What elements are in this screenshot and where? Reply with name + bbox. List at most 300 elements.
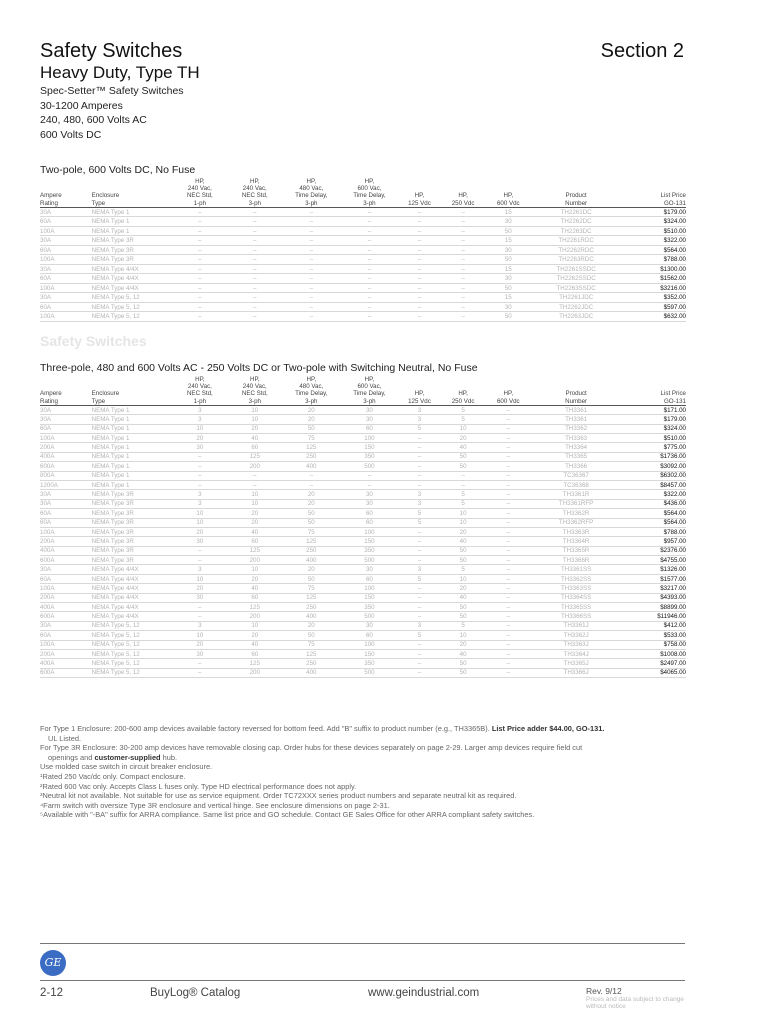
cell-hp125dc: – (417, 613, 422, 621)
table-row (40, 405, 686, 414)
cell-hp240_1: 3 (198, 415, 202, 423)
cell-enclosure: NEMA Type 1 (91, 472, 130, 480)
cell-price: $436.00 (663, 500, 686, 508)
cell-price: $2497.00 (660, 660, 686, 668)
note-text: For Type 1 Enclosure: 200-600 amp devices available factory reversed for bottom feed. Add "B" suffix to product number (e.g., TH3365B). (40, 724, 490, 733)
cell-hp125dc: – (417, 265, 422, 273)
table-row (40, 659, 686, 668)
cell-hp600dc: 50 (504, 313, 512, 321)
cell-hp250dc: 50 (459, 556, 467, 564)
column-header-line: HP, (250, 376, 260, 383)
cell-price: $788.00 (663, 528, 686, 536)
cell-product: TH2262SSDC (556, 275, 596, 283)
cell-enclosure: NEMA Type 4/4X (91, 566, 139, 574)
intro-line: Spec-Setter™ Safety Switches (40, 85, 184, 97)
cell-hp600: 30 (365, 415, 373, 423)
column-header-line: Ampere (40, 390, 62, 398)
cell-enclosure: NEMA Type 3R (91, 547, 134, 555)
cell-price: $3216.00 (660, 284, 686, 292)
intro-line: 30-1200 Amperes (40, 99, 123, 112)
cell-hp600: 30 (365, 491, 373, 499)
cell-hp250dc: 20 (459, 641, 467, 649)
cell-hp480: – (309, 481, 314, 489)
cell-hp600: – (367, 265, 372, 273)
cell-product: TH3362R (562, 509, 590, 517)
cell-enclosure: NEMA Type 3R (91, 556, 134, 564)
cell-enclosure: NEMA Type 3R (91, 246, 134, 254)
cell-rating: 60A (40, 275, 52, 283)
cell-enclosure: NEMA Type 4/4X (91, 613, 139, 621)
cell-hp600dc: – (506, 444, 511, 452)
cell-hp125dc: 5 (417, 519, 422, 527)
cell-hp600dc: – (506, 425, 511, 433)
cell-hp480: 250 (306, 453, 317, 461)
cell-price: $179.00 (663, 415, 686, 423)
note: ²Rated 600 Vac only. Accepts Class L fuses only. Type HD electrical performance does not apply. (40, 781, 357, 791)
table-row (40, 565, 686, 574)
cell-hp240_1: – (198, 208, 202, 216)
cell-product: TH3361 (565, 415, 588, 423)
cell-hp250dc: 10 (459, 631, 467, 639)
cell-hp125dc: – (417, 275, 422, 283)
cell-hp600dc: 15 (504, 208, 512, 216)
cell-hp480: 50 (307, 509, 315, 517)
cell-rating: 600A (40, 462, 55, 470)
cell-rating: 100A (40, 434, 55, 442)
cell-hp125dc: 5 (417, 631, 422, 639)
table-row (40, 546, 686, 555)
cell-hp240_1: – (198, 472, 202, 480)
cell-hp480: 400 (306, 613, 317, 621)
cell-hp250dc: 40 (459, 537, 467, 545)
cell-price: $4393.00 (660, 594, 686, 602)
cell-hp250dc: 5 (461, 406, 465, 414)
table-row (40, 556, 686, 565)
column-header-line: HP, (306, 376, 317, 383)
cell-hp480: 250 (306, 547, 317, 555)
cell-hp600: – (367, 246, 372, 254)
cell-hp125dc: 5 (417, 575, 422, 583)
cell-hp240_3: 10 (251, 406, 259, 414)
cell-hp125dc: – (417, 660, 422, 668)
column-header-line: 125 Vdc (408, 199, 431, 207)
table-header-row (40, 376, 686, 405)
table-row (40, 424, 686, 433)
cell-hp240_1: – (198, 453, 202, 461)
column-header-hp250dc (440, 376, 485, 405)
cell-hp480: 50 (307, 519, 315, 527)
cell-hp480: 125 (306, 444, 317, 452)
cell-hp240_3: 60 (251, 650, 259, 658)
cell-hp240_3: 125 (249, 547, 260, 555)
cell-enclosure: NEMA Type 5, 12 (91, 294, 140, 302)
cell-hp600: 30 (365, 566, 373, 574)
cell-hp480: – (309, 284, 314, 292)
cell-product: TH2262DC (560, 218, 592, 226)
cell-hp600dc: 50 (504, 284, 512, 292)
table-row (40, 537, 686, 546)
cell-hp600: 100 (364, 434, 375, 442)
cell-rating: 200A (40, 650, 55, 658)
cell-price: $322.00 (663, 237, 686, 245)
table-row (40, 462, 686, 471)
cell-product: TH3363R (562, 528, 590, 536)
note (40, 753, 690, 763)
table2-title: Three-pole, 480 and 600 Volts AC - 250 Volts DC or Two-pole with Switching Neutral, No Fuse (40, 362, 478, 374)
cell-hp240_1: – (198, 603, 202, 611)
column-header-line: 1-ph (193, 199, 207, 207)
cell-hp240_3: – (253, 472, 257, 480)
column-header-line: 240 Vac, (187, 383, 212, 391)
cell-product: TH3364 (565, 444, 588, 452)
cell-product: TH2261SSDC (556, 265, 596, 273)
website-link[interactable]: www.geindustrial.com (368, 987, 480, 999)
footnotes (40, 724, 690, 820)
cell-price: $1562.00 (660, 275, 686, 283)
cell-product: TH3365 (565, 453, 588, 461)
cell-hp600dc: 30 (504, 275, 512, 283)
cell-rating: 30A (40, 237, 52, 245)
cell-rating: 200A (40, 537, 55, 545)
cell-hp480: 20 (307, 500, 315, 508)
cell-hp250dc: 10 (459, 425, 467, 433)
column-header-line: Enclosure (91, 390, 120, 398)
cell-enclosure: NEMA Type 3R (91, 528, 134, 536)
cell-hp600dc: 15 (504, 265, 512, 273)
cell-price: $1736.00 (660, 453, 686, 461)
cell-hp480: – (309, 275, 314, 283)
cell-hp125dc: – (417, 669, 422, 677)
cell-hp240_1: – (198, 284, 202, 292)
cell-price: $3217.00 (660, 584, 686, 592)
column-header-line: 600 Vdc (496, 397, 520, 405)
cell-rating: 60A (40, 218, 52, 226)
cell-hp240_3: – (253, 275, 257, 283)
cell-hp240_3: – (253, 227, 257, 235)
cell-rating: 100A (40, 641, 55, 649)
column-header-line: 3-ph (248, 199, 261, 207)
cell-price: $171.00 (663, 406, 686, 414)
column-header-line: 600 Vac, (357, 185, 382, 193)
table-row (40, 649, 686, 658)
cell-hp250dc: – (461, 218, 465, 226)
cell-enclosure: NEMA Type 3R (91, 491, 134, 499)
cell-price: $11946.00 (657, 613, 686, 621)
cell-hp600: 350 (364, 660, 375, 668)
page-number: 2-12 (40, 987, 64, 999)
table-row (40, 612, 686, 621)
cell-hp240_1: – (198, 275, 202, 283)
cell-hp600: 150 (364, 537, 375, 545)
cell-hp600: 100 (364, 528, 375, 536)
cell-price: $788.00 (663, 256, 686, 264)
cell-hp125dc: – (417, 537, 422, 545)
cell-product: TH3362 (565, 425, 588, 433)
table-row (40, 293, 686, 303)
cell-hp250dc: 50 (459, 660, 467, 668)
cell-hp125dc: 3 (417, 500, 422, 508)
cell-hp250dc: – (461, 246, 465, 254)
cell-hp600: 500 (364, 613, 375, 621)
cell-hp250dc: 10 (459, 519, 467, 527)
cell-hp600dc: – (506, 491, 511, 499)
column-header-hp240_1 (172, 376, 227, 405)
column-header-hp600 (340, 376, 398, 405)
note: ¹Rated 250 Vac/dc only. Compact enclosure. (40, 771, 186, 781)
column-header-line: List Price (660, 390, 686, 398)
cell-hp480: 75 (307, 584, 315, 592)
cell-hp480: 20 (307, 491, 315, 499)
note: For Type 3R Enclosure: 30-200 amp devices have removable closing cap. Order hubs for these devices separately on page 2-29. Larger amp devices require field cut (40, 743, 583, 753)
column-header-line: 480 Vac, (299, 185, 324, 193)
cell-enclosure: NEMA Type 5, 12 (91, 660, 140, 668)
catalog-name: BuyLog® Catalog (150, 987, 241, 999)
cell-price: $412.00 (663, 622, 686, 630)
column-header-line: Rating (40, 397, 58, 405)
cell-product: TH3366J (563, 669, 589, 677)
table-row (40, 471, 686, 480)
column-header-line: 250 Vdc (451, 199, 475, 207)
cell-hp600dc: – (506, 613, 511, 621)
cell-product: TH3361RFP (558, 500, 594, 508)
note-text: openings and (48, 752, 93, 762)
cell-rating: 100A (40, 584, 55, 592)
cell-hp240_3: – (253, 284, 257, 292)
column-header-line: GO-131 (663, 397, 686, 405)
cell-hp240_1: – (198, 227, 202, 235)
cell-rating: 60A (40, 631, 52, 639)
cell-hp240_1: 3 (198, 491, 202, 499)
column-header-line: 240 Vac, (187, 185, 212, 193)
table-row (40, 264, 686, 274)
cell-price: $324.00 (663, 218, 686, 226)
cell-enclosure: NEMA Type 1 (91, 406, 130, 414)
table-row (40, 480, 686, 489)
cell-hp240_1: – (198, 556, 202, 564)
cell-hp600: 60 (365, 509, 373, 517)
cell-rating: 30A (40, 415, 52, 423)
table-row (40, 302, 686, 312)
cell-hp600: – (367, 284, 372, 292)
cell-hp250dc: – (461, 303, 465, 311)
cell-hp600dc: – (506, 594, 511, 602)
cell-hp600: 100 (364, 584, 375, 592)
cell-product: TH3363 (565, 434, 588, 442)
cell-hp240_1: 3 (198, 500, 202, 508)
cell-price: $4755.00 (660, 556, 686, 564)
cell-hp600dc: – (506, 575, 511, 583)
cell-hp240_1: 30 (196, 650, 204, 658)
cell-hp125dc: 5 (417, 509, 422, 517)
cell-hp600dc: – (506, 472, 511, 480)
ge-logo-icon: GE (40, 950, 66, 976)
cell-product: TH2261JDC (559, 294, 594, 302)
column-header-line: 480 Vac, (299, 383, 324, 391)
cell-hp600dc: – (506, 481, 511, 489)
cell-hp125dc: 3 (417, 491, 422, 499)
table-row (40, 640, 686, 649)
disclaimer: Prices and data subject to change without notice (586, 996, 684, 1010)
cell-hp600: 60 (365, 519, 373, 527)
column-header-line: Number (565, 199, 588, 207)
cell-hp600: 60 (365, 631, 373, 639)
cell-hp480: – (309, 208, 314, 216)
cell-hp240_1: 20 (196, 641, 204, 649)
column-header-hp600dc (486, 376, 531, 405)
cell-hp480: – (309, 256, 314, 264)
cell-rating: 600A (40, 556, 55, 564)
cell-hp240_3: 60 (251, 594, 259, 602)
cell-hp600dc: – (506, 519, 511, 527)
cell-hp250dc: 5 (461, 622, 465, 630)
note (40, 724, 690, 734)
cell-price: $6302.00 (660, 472, 686, 480)
cell-hp600: 500 (364, 462, 375, 470)
cell-hp250dc: 40 (459, 444, 467, 452)
cell-enclosure: NEMA Type 3R (91, 256, 134, 264)
cell-hp250dc: – (461, 227, 465, 235)
column-header-line: 1-ph (193, 397, 207, 405)
cell-rating: 400A (40, 603, 55, 611)
column-header-line: Time Delay, (353, 390, 386, 398)
cell-enclosure: NEMA Type 1 (91, 208, 130, 216)
cell-hp480: – (309, 303, 314, 311)
column-header-line: HP, (414, 192, 425, 200)
column-header-hp240_1 (172, 178, 227, 207)
cell-hp240_3: 10 (251, 622, 259, 630)
cell-hp240_1: 30 (196, 537, 204, 545)
cell-hp240_1: – (198, 669, 202, 677)
cell-hp480: – (309, 227, 314, 235)
table-row (40, 499, 686, 508)
cell-product: TH3364R (562, 537, 590, 545)
cell-product: TH2263JDC (559, 313, 594, 321)
column-header-line: Time Delay, (295, 192, 328, 200)
cell-rating: 600A (40, 613, 55, 621)
cell-rating: 60A (40, 246, 52, 254)
cell-hp250dc: 50 (459, 453, 467, 461)
table-row (40, 236, 686, 246)
cell-hp600dc: 30 (504, 246, 512, 254)
table-row (40, 631, 686, 640)
table-row (40, 415, 686, 424)
cell-hp600: 30 (365, 622, 373, 630)
cell-product: TH2263RDC (558, 256, 594, 264)
cell-price: $510.00 (663, 227, 686, 235)
cell-hp250dc: 50 (459, 547, 467, 555)
cell-hp600: – (367, 218, 372, 226)
cell-enclosure: NEMA Type 1 (91, 218, 130, 226)
cell-product: TH3363J (563, 641, 589, 649)
cell-hp240_1: 10 (196, 575, 204, 583)
cell-hp125dc: – (417, 462, 422, 470)
cell-rating: 60A (40, 425, 52, 433)
cell-hp250dc: 5 (461, 491, 465, 499)
cell-product: TH3366 (565, 462, 588, 470)
footer-rule-top (40, 943, 685, 944)
cell-hp125dc: – (417, 444, 422, 452)
cell-hp125dc: – (417, 284, 422, 292)
cell-rating: 60A (40, 575, 52, 583)
cell-hp600dc: – (506, 500, 511, 508)
column-header-enclosure (92, 376, 173, 405)
cell-rating: 100A (40, 528, 55, 536)
intro-lines (40, 84, 184, 142)
cell-hp240_1: – (198, 237, 202, 245)
column-header-hp240_3 (227, 178, 282, 207)
table1-title: Two-pole, 600 Volts DC, No Fuse (40, 164, 196, 176)
cell-hp125dc: – (417, 294, 422, 302)
column-header-line: Enclosure (91, 192, 120, 200)
cell-hp600: – (367, 303, 372, 311)
cell-price: $564.00 (663, 519, 686, 527)
cell-hp250dc: – (461, 481, 465, 489)
cell-hp480: 125 (306, 650, 317, 658)
cell-hp240_1: – (198, 481, 202, 489)
column-header-line: NEC Std, (241, 192, 268, 200)
cell-enclosure: NEMA Type 1 (91, 444, 130, 452)
column-header-line: HP, (250, 178, 260, 185)
cell-hp240_3: 20 (251, 509, 259, 517)
cell-hp250dc: – (461, 265, 465, 273)
ghost-watermark-text: Safety Switches (40, 333, 147, 349)
column-header-line: HP, (306, 178, 317, 185)
cell-hp480: 400 (306, 462, 317, 470)
cell-hp125dc: – (417, 594, 422, 602)
cell-rating: 400A (40, 547, 55, 555)
cell-hp240_3: 20 (251, 575, 259, 583)
cell-rating: 200A (40, 444, 55, 452)
cell-rating: 30A (40, 566, 52, 574)
cell-enclosure: NEMA Type 3R (91, 237, 134, 245)
cell-hp250dc: 20 (459, 434, 467, 442)
column-header-hp480 (282, 376, 340, 405)
cell-rating: 30A (40, 622, 52, 630)
cell-price: $597.00 (663, 303, 686, 311)
cell-hp600dc: – (506, 509, 511, 517)
cell-hp600dc: – (506, 462, 511, 470)
column-header-price (621, 178, 686, 207)
cell-hp600dc: – (506, 603, 511, 611)
cell-rating: 60A (40, 519, 52, 527)
page-subtitle: Heavy Duty, Type TH (40, 63, 200, 82)
cell-product: TH3366R (562, 556, 590, 564)
column-header-line: 600 Vac, (357, 383, 382, 391)
cell-hp240_3: 40 (251, 528, 259, 536)
cell-hp600dc: – (506, 584, 511, 592)
column-header-enclosure (92, 178, 173, 207)
table-row (40, 621, 686, 630)
cell-hp480: 75 (307, 641, 315, 649)
cell-hp125dc: 3 (417, 566, 422, 574)
cell-hp250dc: 5 (461, 566, 465, 574)
cell-hp600: 60 (365, 575, 373, 583)
cell-hp240_3: 10 (251, 500, 259, 508)
cell-price: $510.00 (663, 434, 686, 442)
cell-hp250dc: – (461, 284, 465, 292)
cell-hp240_3: 200 (249, 462, 260, 470)
table-row (40, 217, 686, 227)
note-bold: List Price adder $44.00, GO-131. (491, 724, 605, 733)
intro-line: 600 Volts DC (40, 128, 102, 141)
cell-hp240_1: – (198, 462, 202, 470)
column-header-hp600 (340, 178, 398, 207)
cell-hp125dc: 5 (417, 425, 422, 433)
cell-product: TH3361J (563, 622, 589, 630)
column-header-line: Product (565, 192, 587, 200)
cell-hp240_3: 20 (251, 519, 259, 527)
cell-hp480: 250 (306, 660, 317, 668)
